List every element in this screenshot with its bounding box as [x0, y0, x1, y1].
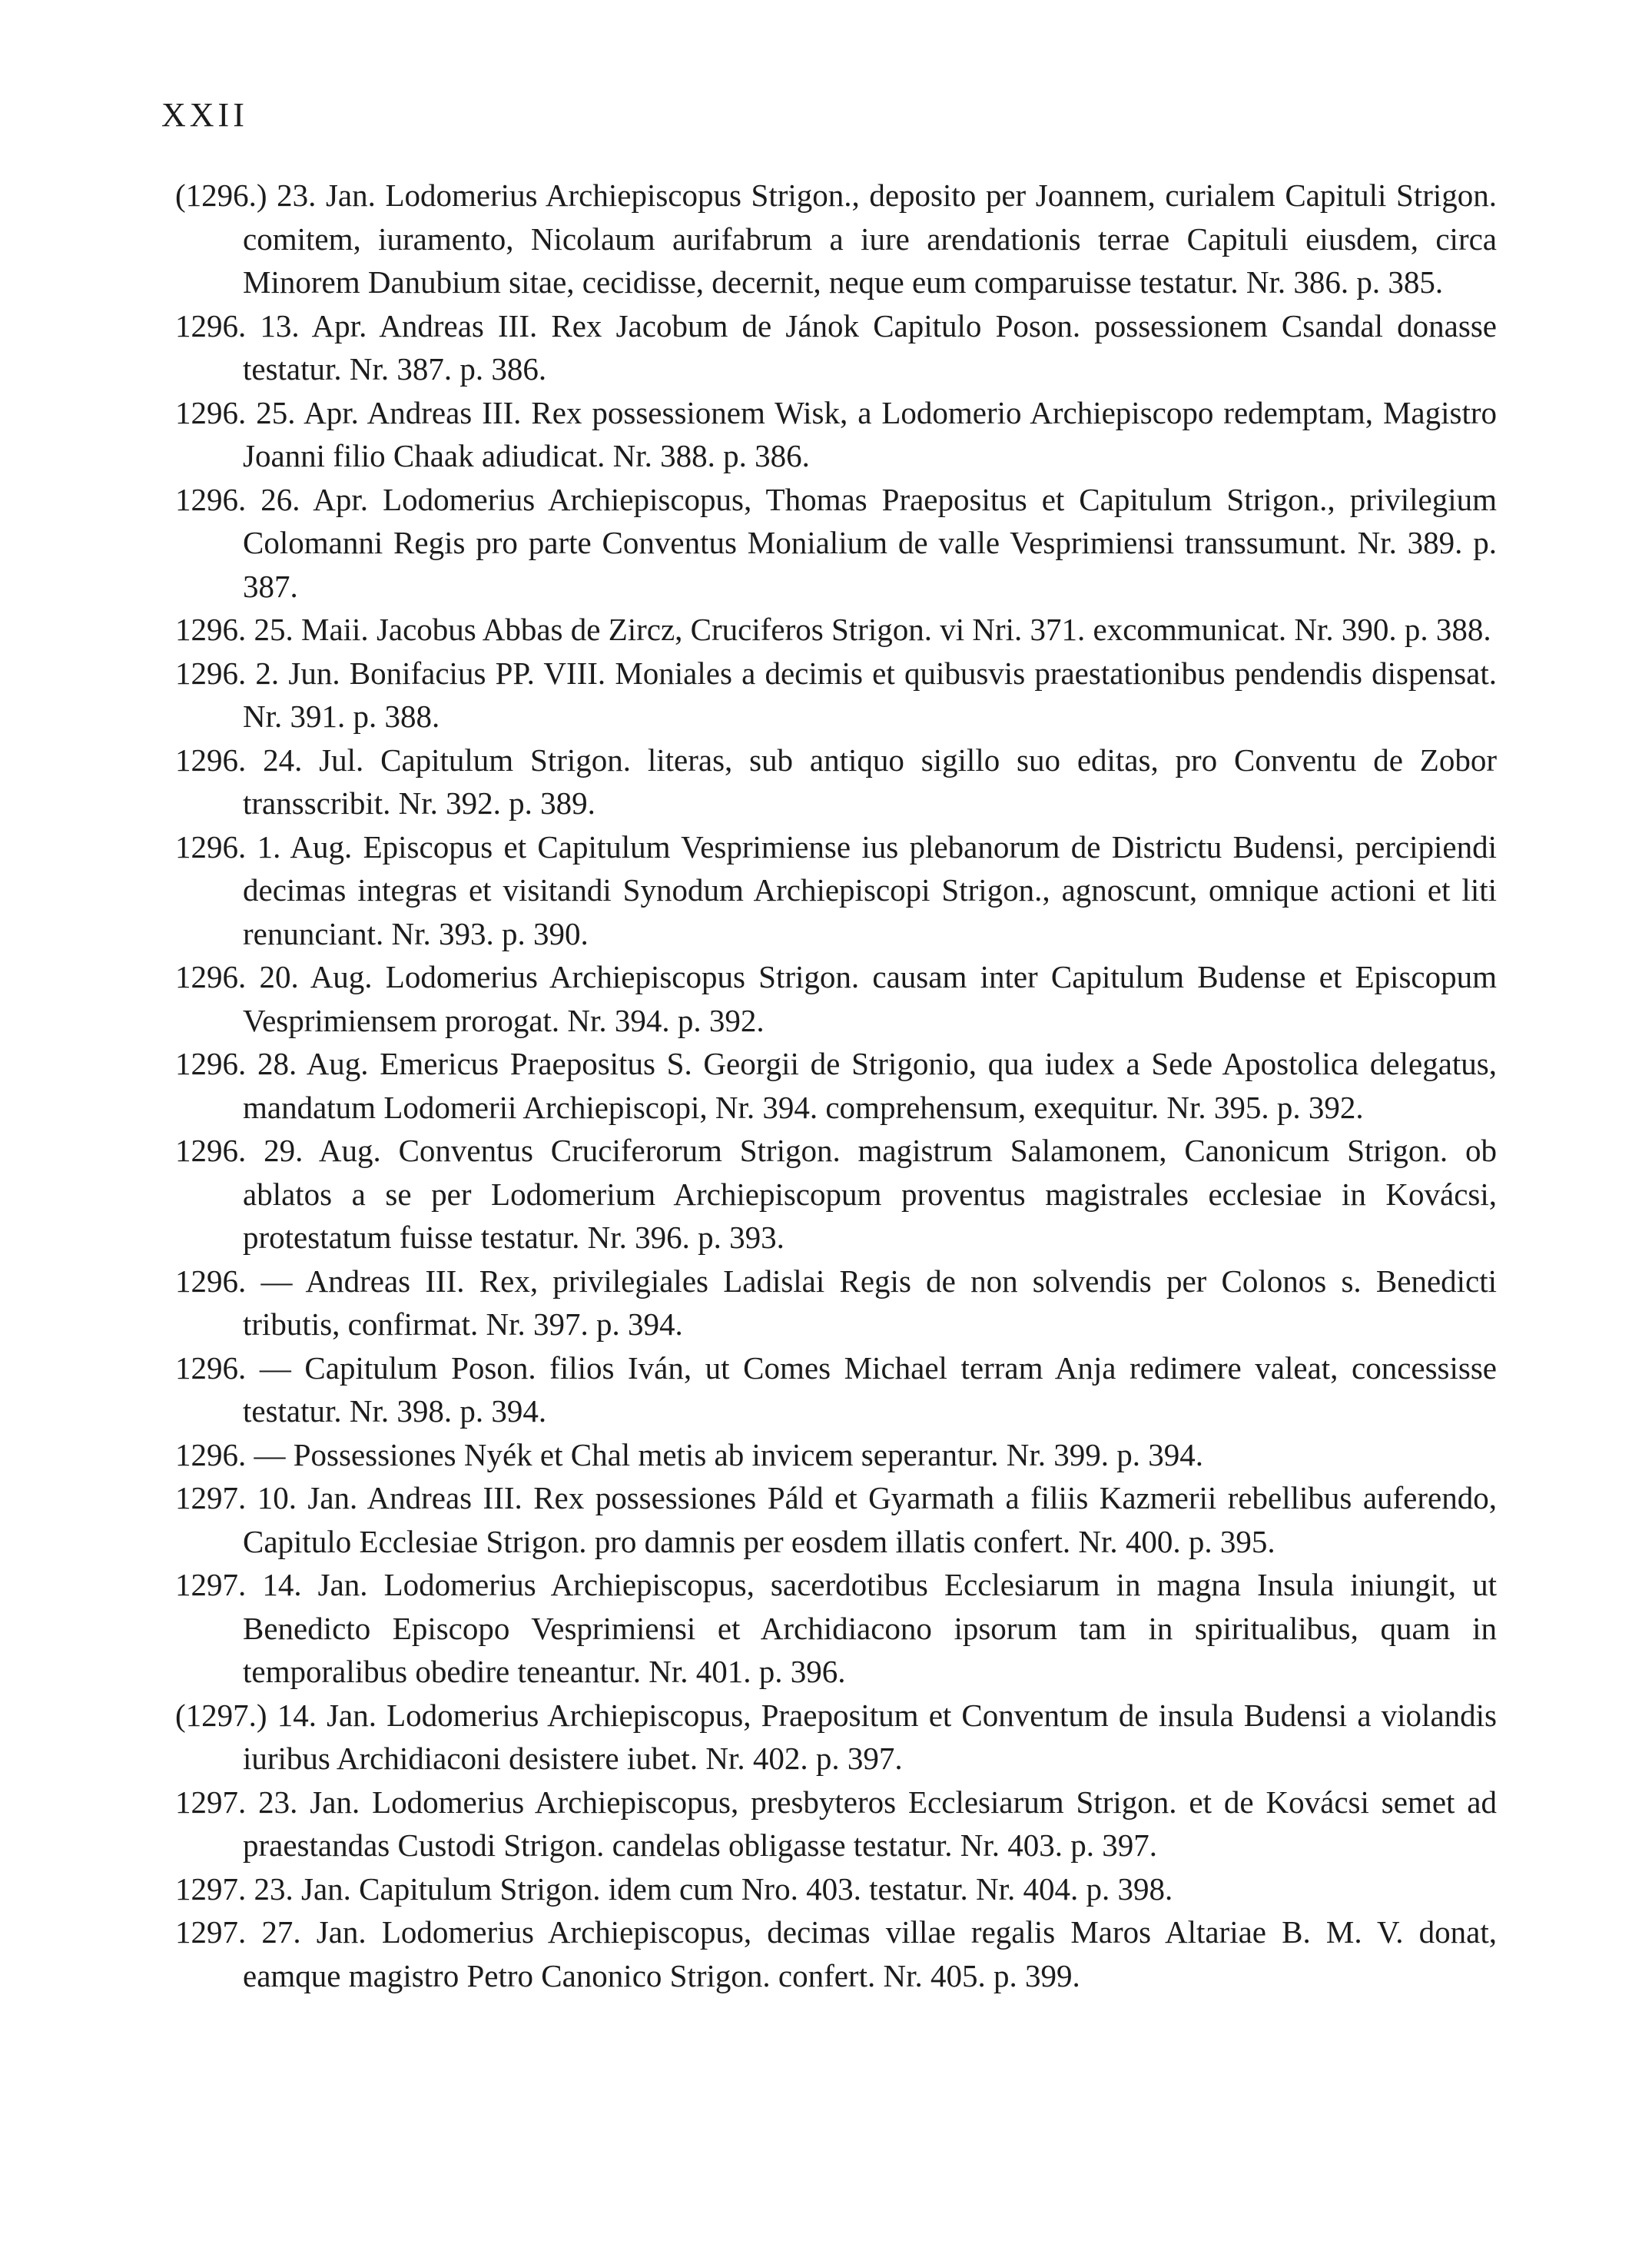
- regesta-entry: [175, 1433, 1497, 1477]
- entry-date: 1296. —: [175, 1349, 291, 1386]
- entry-text: Lodomerius Archiepiscopus, Praepositum et Conventum de insula Budensi a violandis iuribus Archidiaconi desistere iubet. Nr. 402. p. 397.: [243, 1697, 1497, 1776]
- regesta-entry: [175, 1694, 1497, 1781]
- entry-text: Lodomerius Archiepiscopus, sacerdotibus Ecclesiarum in magna Insula iniungit, ut Benedicto Episcopo Vesprimiensi et Archidiacono ipsorum tam in spiritualibus, quam in temporalibus obedire teneantur. Nr. 401. p. 396.: [243, 1567, 1498, 1689]
- entry-date: 1296. 26. Apr.: [175, 481, 369, 517]
- regesta-entry: [175, 1260, 1497, 1346]
- entry-text: Jacobus Abbas de Zircz, Cruciferos Strigon. vi Nri. 371. excommunicat. Nr. 390. p. 388.: [376, 612, 1491, 647]
- entry-text: Capitulum Poson. filios Iván, ut Comes Michael terram Anja redimere valeat, concessisse testatur. Nr. 398. p. 394.: [243, 1349, 1498, 1429]
- entry-text: Episcopus et Capitulum Vesprimiense ius plebanorum de Districtu Budensi, percipiendi decimas integras et visitandi Synodum Archiepiscopi Strigon., agnoscunt, omnique actioni et liti renunciant. Nr. 393. p. 390.: [243, 828, 1497, 951]
- entry-text: Capitulum Strigon. idem cum Nro. 403. testatur. Nr. 404. p. 398.: [359, 1870, 1173, 1907]
- entry-date: 1297. 10. Jan.: [175, 1480, 358, 1515]
- entry-text: Andreas III. Rex possessionem Wisk, a Lodomerio Archiepiscopo redemptam, Magistro Joanni filio Chaak adiudicat. Nr. 388. p. 386.: [243, 394, 1497, 473]
- entry-date: 1296. 28. Aug.: [175, 1046, 369, 1081]
- entry-date: 1296. 2. Jun.: [175, 655, 340, 691]
- entry-text: Lodomerius Archiepiscopus, Thomas Praepositus et Capitulum Strigon., privilegium Colomanni Regis pro parte Conventus Monialium de valle Vesprimiensi transsumunt. Nr. 389. p. 387.: [243, 481, 1497, 604]
- entry-text: Capitulum Strigon. literas, sub antiquo sigillo suo editas, pro Conventu de Zobor transscribit. Nr. 392. p. 389.: [243, 742, 1497, 821]
- regesta-entry: [175, 1042, 1497, 1129]
- entry-text: Conventus Cruciferorum Strigon. magistrum Salamonem, Canonicum Strigon. ob ablatos a se per Lodomerium Archiepiscopum proventus magistrales ecclesiae in Kovácsi, protestatum fuisse testatur. Nr. 396. p. 393.: [243, 1133, 1498, 1255]
- regesta-entry: [175, 652, 1497, 739]
- entry-date: 1296. —: [175, 1436, 286, 1472]
- entry-date: 1297. 23. Jan.: [175, 1784, 360, 1820]
- regesta-entry: [175, 1346, 1497, 1433]
- regesta-entry: [175, 1476, 1497, 1563]
- entry-date: 1296. —: [175, 1263, 293, 1299]
- regesta-entry: [175, 825, 1497, 956]
- entry-text: Andreas III. Rex possessiones Páld et Gyarmath a filiis Kazmerii rebellibus auferendo, Capitulo Ecclesiae Strigon. pro damnis per eosdem illatis confert. Nr. 400. p. 395.: [243, 1480, 1497, 1559]
- page-number: XXII: [161, 96, 248, 134]
- entry-text: Andreas III. Rex Jacobum de Jánok Capitulo Poson. possessionem Csandal donasse testatur. Nr. 387. p. 386.: [243, 307, 1497, 387]
- entry-date: (1297.) 14. Jan.: [175, 1697, 377, 1733]
- entry-text: Lodomerius Archiepiscopus Strigon., deposito per Joannem, curialem Capituli Strigon. comitem, iuramento, Nicolaum aurifabrum a iure arendationis terrae Capituli eiusdem, circa Minorem Danubium sitae, cecidisse, decernit, neque eum comparuisse testatur. Nr. 386. p. 385.: [243, 178, 1498, 300]
- entry-date: 1297. 27. Jan.: [175, 1914, 367, 1950]
- entry-date: (1296.) 23. Jan.: [175, 178, 376, 213]
- entry-date: 1296. 13. Apr.: [175, 307, 367, 344]
- entry-date: 1296. 29. Aug.: [175, 1133, 381, 1168]
- entry-text: Lodomerius Archiepiscopus Strigon. causam inter Capitulum Budense et Episcopum Vesprimiensem prorogat. Nr. 394. p. 392.: [243, 959, 1497, 1038]
- regesta-entry: [175, 391, 1497, 478]
- regesta-entry: [175, 1867, 1497, 1911]
- regesta-entry: [175, 478, 1497, 609]
- regesta-entry: [175, 1910, 1497, 1997]
- entry-text: Emericus Praepositus S. Georgii de Strigonio, qua iudex a Sede Apostolica delegatus, mandatum Lodomerii Archiepiscopi, Nr. 394. comprehensum, exequitur. Nr. 395. p. 392.: [243, 1046, 1497, 1125]
- regesta-entry: [175, 1563, 1497, 1694]
- entry-text: Bonifacius PP. VIII. Moniales a decimis et quibusvis praestationibus pendendis dispensat. Nr. 391. p. 388.: [243, 655, 1497, 734]
- regesta-entry: [175, 1129, 1497, 1260]
- entry-text: Lodomerius Archiepiscopus, presbyteros Ecclesiarum Strigon. et de Kovácsi semet ad praestandas Custodi Strigon. candelas obligasse testatur. Nr. 403. p. 397.: [243, 1784, 1498, 1863]
- entry-text: Possessiones Nyék et Chal metis ab invicem seperantur. Nr. 399. p. 394.: [293, 1436, 1204, 1472]
- entry-date: 1296. 1. Aug.: [175, 828, 353, 865]
- regesta-entry: [175, 739, 1497, 825]
- regesta-list: [175, 174, 1497, 1997]
- entry-text: Lodomerius Archiepiscopus, decimas villae regalis Maros Altariae B. M. V. donat, eamque magistro Petro Canonico Strigon. confert. Nr. 405. p. 399.: [243, 1914, 1498, 1993]
- entry-date: 1297. 14. Jan.: [175, 1567, 368, 1602]
- entry-date: 1296. 20. Aug.: [175, 959, 373, 994]
- regesta-entry: [175, 608, 1497, 652]
- regesta-entry: [175, 1781, 1497, 1867]
- entry-date: 1297. 23. Jan.: [175, 1870, 351, 1907]
- regesta-entry: [175, 955, 1497, 1042]
- entry-text: Andreas III. Rex, privilegiales Ladislai Regis de non solvendis per Colonos s. Benedicti tributis, confirmat. Nr. 397. p. 394.: [243, 1263, 1498, 1342]
- regesta-entry: [175, 304, 1497, 391]
- entry-date: 1296. 25. Apr.: [175, 394, 359, 430]
- entry-date: 1296. 25. Maii.: [175, 612, 369, 647]
- regesta-entry: [175, 174, 1497, 304]
- entry-date: 1296. 24. Jul.: [175, 742, 364, 778]
